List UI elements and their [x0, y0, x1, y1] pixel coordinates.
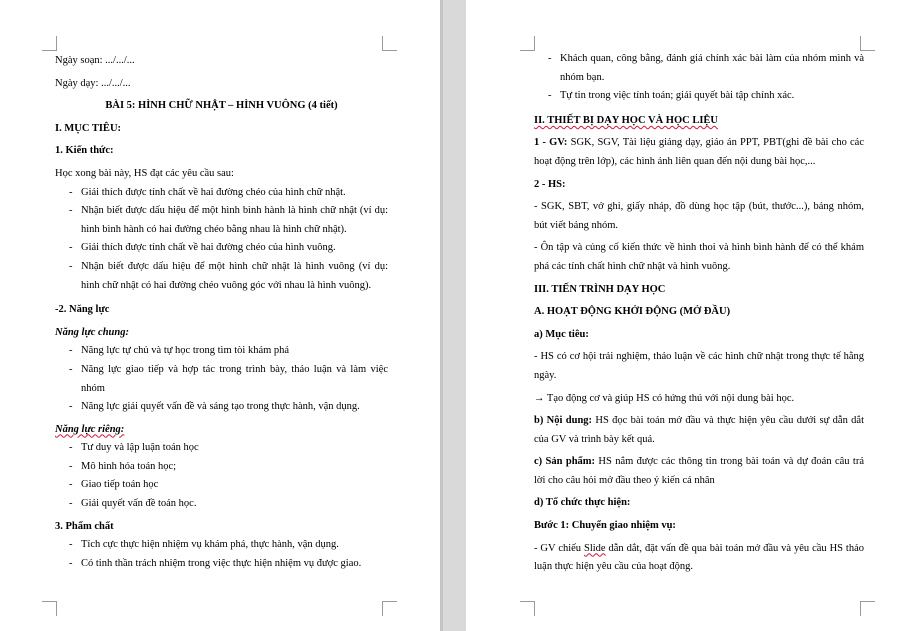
san-pham-text: HS nắm được các thông tin trong bài toán và dự đoán câu trả lời cho câu hỏi mở đầu theo ý kiến cá nhân	[534, 456, 864, 486]
heading-to-chuc: d) Tổ chức thực hiện:	[534, 497, 631, 509]
buoc-1-paragraph	[534, 540, 864, 577]
margin-mark-top-right	[860, 36, 875, 51]
gv-paragraph	[534, 134, 864, 171]
margin-mark-top-left	[42, 36, 57, 51]
lesson-title: BÀI 5: HÌNH CHỮ NHẬT – HÌNH VUÔNG (4 tiết)	[105, 100, 338, 112]
list-item: - Năng lực giải quyết vấn đề và sáng tạo trong thực hành, vận dụng.	[55, 398, 388, 417]
pham-chat-list-continued	[534, 50, 864, 106]
list-item: - Giải quyết vấn đề toán học.	[55, 495, 388, 514]
list-item: - Giải thích được tính chất về hai đường chéo của hình vuông.	[55, 239, 388, 258]
list-item: - Giao tiếp toán học	[55, 476, 388, 495]
section-thiet-bi	[534, 112, 864, 131]
san-pham-label: c) Sản phẩm:	[534, 456, 596, 468]
margin-mark-top-right	[382, 36, 397, 51]
hs-paragraph-1: - SGK, SBT, vở ghi, giấy nháp, đồ dùng học tập (bút, thước...), bảng nhóm, bút viết bảng nhóm.	[534, 201, 864, 231]
heading-hoat-dong-khoi-dong: A. HOẠT ĐỘNG KHỞI ĐỘNG (MỞ ĐẦU)	[534, 306, 731, 318]
list-item: - Năng lực giao tiếp và hợp tác trong trình bày, thảo luận và làm việc nhóm	[55, 361, 388, 398]
nang-luc-rieng-list	[55, 439, 388, 513]
margin-mark-bottom-right	[382, 601, 397, 616]
heading-nang-luc-rieng	[55, 421, 388, 440]
heading-muc-tieu-a: a) Mục tiêu:	[534, 328, 589, 340]
list-item: - Có tinh thần trách nhiệm trong việc thực hiện nhiệm vụ được giao.	[55, 555, 388, 574]
list-item: - Nhận biết được dấu hiệu để một hình bình hành là hình chữ nhật (ví dụ: hình bình hành có hai đường chéo bằng nhau là hình chữ nhật).	[55, 202, 388, 239]
list-item: - Mô hình hóa toán học;	[55, 458, 388, 477]
noi-dung-text: HS đọc bài toán mở đầu và thực hiện yêu cầu dưới sự dẫn dắt của GV và trình bày kết quả.	[534, 415, 864, 445]
noi-dung-label: b) Nội dung:	[534, 415, 593, 427]
heading-nang-luc-chung: Năng lực chung:	[55, 326, 129, 338]
section-muc-tieu: I. MỤC TIÊU:	[55, 122, 122, 134]
ngay-soan: Ngày soạn: .../.../...	[55, 55, 135, 66]
list-item: - Tư duy và lập luận toán học	[55, 439, 388, 458]
document-page-right	[466, 0, 924, 631]
gv-chieu-text: - GV chiếu	[534, 542, 584, 554]
heading-nang-luc: -2. Năng lực	[55, 304, 110, 316]
list-item: - Tích cực thực hiện nhiệm vụ khám phá, thực hành, vận dụng.	[55, 536, 388, 555]
list-item: - Năng lực tự chủ và tự học trong tìm tòi khám phá	[55, 342, 388, 361]
margin-mark-bottom-right	[860, 601, 875, 616]
heading-buoc-1: Bước 1: Chuyển giao nhiệm vụ:	[534, 520, 676, 532]
page-left-body[interactable]	[55, 52, 388, 573]
hs-paragraph-2: - Ôn tập và củng cố kiến thức về hình thoi và hình bình hành để có thể khám phá các tính chất hình chữ nhật và hình vuông.	[534, 242, 864, 272]
margin-mark-bottom-left	[520, 601, 535, 616]
list-item: - Nhận biết được dấu hiệu để một hình chữ nhật là hình vuông (ví dụ: hình chữ nhật có hai đường chéo vuông góc với nhau là hình vuông).	[55, 258, 388, 295]
ngay-day: Ngày dạy: .../.../...	[55, 77, 131, 89]
nang-luc-chung-list	[55, 342, 388, 416]
section-tien-trinh: III. TIẾN TRÌNH DẠY HỌC	[534, 283, 666, 295]
san-pham-paragraph	[534, 453, 864, 490]
margin-mark-top-left	[520, 36, 535, 51]
gv-text: SGK, SGV, Tài liệu giảng dạy, giáo án PPT, PBT(ghi đề bài cho các hoạt động trên lớp), các hình ảnh liên quan đến nội dung bài học,...	[534, 137, 864, 167]
nang-luc-rieng-text: Năng lực riêng:	[55, 423, 125, 435]
hs-label: 2 - HS:	[534, 178, 566, 190]
heading-kien-thuc: 1. Kiến thức:	[55, 145, 114, 157]
page-right-body[interactable]	[534, 50, 864, 577]
muc-tieu-text-1: - HS có cơ hội trải nghiệm, thảo luận về các hình chữ nhật trong thực tế hằng ngày.	[534, 351, 864, 381]
page-gap	[440, 0, 466, 631]
slide-word: Slide	[583, 542, 606, 554]
margin-mark-bottom-left	[42, 601, 57, 616]
list-item: - Tự tin trong việc tính toán; giải quyết bài tập chính xác.	[534, 87, 864, 106]
heading-pham-chat: 3. Phẩm chất	[55, 520, 114, 532]
document-page-left	[0, 0, 440, 631]
noi-dung-paragraph	[534, 412, 864, 449]
muc-tieu-text-2: → Tạo động cơ và giúp HS có hứng thú với nội dung bài học.	[534, 392, 795, 404]
pham-chat-list	[55, 536, 388, 573]
section-thiet-bi-text: II. THIẾT BỊ DẠY HỌC VÀ HỌC LIỆU	[534, 114, 718, 126]
list-item: - Khách quan, công bằng, đánh giá chính xác bài làm của nhóm mình và nhóm bạn.	[534, 50, 864, 87]
gv-chieu-rest: dẫn dắt, đặt vấn đề qua bài toán mở đầu và yêu cầu HS thảo luận thực hiện yêu cầu của hoạt động.	[534, 542, 864, 573]
kien-thuc-list	[55, 184, 388, 296]
gv-label: 1 - GV:	[534, 137, 568, 149]
intro-text: Học xong bài này, HS đạt các yêu cầu sau:	[55, 167, 234, 179]
list-item: - Giải thích được tính chất về hai đường chéo của hình chữ nhật.	[55, 184, 388, 203]
